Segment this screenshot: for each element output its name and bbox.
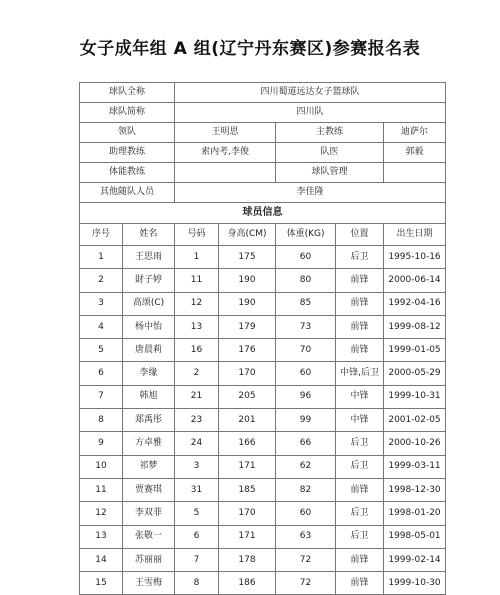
player-birthdate: 2000-05-29	[384, 362, 446, 385]
player-weight: 82	[276, 478, 336, 501]
column-header: 姓名	[123, 224, 175, 246]
column-header: 身高(CM)	[219, 224, 276, 246]
fitness-coach-label: 体能教练	[80, 163, 175, 183]
player-index: 11	[80, 478, 123, 501]
team-full-name-value: 四川蜀道远达女子篮球队	[175, 83, 446, 103]
player-birthdate: 2001-02-05	[384, 409, 446, 432]
players-header-row	[80, 224, 446, 246]
team-doctor-value: 郭毅	[384, 143, 446, 163]
player-position: 前锋	[336, 548, 384, 571]
player-index: 14	[80, 548, 123, 571]
players-table	[80, 224, 446, 246]
player-name: 祁梦	[123, 455, 175, 478]
player-index: 13	[80, 525, 123, 548]
player-name: 方卓雅	[123, 432, 175, 455]
column-header: 号码	[175, 224, 219, 246]
player-name: 韩旭	[123, 385, 175, 408]
player-index: 2	[80, 269, 123, 292]
fitness-coach-value	[175, 163, 276, 183]
player-index: 10	[80, 455, 123, 478]
player-number: 2	[175, 362, 219, 385]
table-row	[80, 269, 446, 292]
player-birthdate: 1999-10-31	[384, 385, 446, 408]
registration-table	[79, 82, 446, 595]
player-number: 13	[175, 315, 219, 338]
player-number: 31	[175, 478, 219, 501]
player-position: 前锋	[336, 292, 384, 315]
column-header: 序号	[80, 224, 123, 246]
player-number: 23	[175, 409, 219, 432]
other-staff-value: 李佳隆	[175, 183, 446, 203]
player-position: 后卫	[336, 432, 384, 455]
player-index: 4	[80, 315, 123, 338]
player-number: 7	[175, 548, 219, 571]
table-row	[80, 502, 446, 525]
player-index: 1	[80, 246, 123, 269]
leader-value: 王明思	[175, 123, 276, 143]
team-doctor-label: 队医	[276, 143, 384, 163]
player-number: 5	[175, 502, 219, 525]
player-name: 郑禹彤	[123, 409, 175, 432]
table-row	[80, 339, 446, 362]
player-birthdate: 1999-02-14	[384, 548, 446, 571]
player-name: 杨中怡	[123, 315, 175, 338]
player-height: 205	[219, 385, 276, 408]
player-position: 后卫	[336, 246, 384, 269]
player-weight: 70	[276, 339, 336, 362]
player-weight: 66	[276, 432, 336, 455]
player-name: 李双菲	[123, 502, 175, 525]
table-row	[80, 432, 446, 455]
player-number: 16	[175, 339, 219, 362]
player-index: 15	[80, 572, 123, 595]
player-number: 24	[175, 432, 219, 455]
player-position: 后卫	[336, 525, 384, 548]
table-row	[80, 548, 446, 571]
player-number: 12	[175, 292, 219, 315]
player-position: 前锋	[336, 339, 384, 362]
player-position: 后卫	[336, 502, 384, 525]
team-manager-label: 球队管理	[276, 163, 384, 183]
player-weight: 72	[276, 548, 336, 571]
column-header: 出生日期	[384, 224, 446, 246]
player-birthdate: 1999-01-05	[384, 339, 446, 362]
table-row	[80, 478, 446, 501]
player-birthdate: 1998-12-30	[384, 478, 446, 501]
player-index: 8	[80, 409, 123, 432]
player-weight: 63	[276, 525, 336, 548]
table-row	[80, 315, 446, 338]
player-birthdate: 2000-06-14	[384, 269, 446, 292]
player-number: 1	[175, 246, 219, 269]
player-height: 170	[219, 502, 276, 525]
player-number: 3	[175, 455, 219, 478]
player-index: 9	[80, 432, 123, 455]
table-row	[80, 572, 446, 595]
table-row	[80, 246, 446, 269]
player-position: 前锋	[336, 478, 384, 501]
player-index: 5	[80, 339, 123, 362]
player-height: 190	[219, 292, 276, 315]
player-number: 6	[175, 525, 219, 548]
head-coach-label: 主教练	[276, 123, 384, 143]
assistant-coach-label: 助理教练	[80, 143, 175, 163]
player-position: 前锋	[336, 572, 384, 595]
player-birthdate: 1995-10-16	[384, 246, 446, 269]
player-height: 185	[219, 478, 276, 501]
player-height: 176	[219, 339, 276, 362]
table-row	[80, 385, 446, 408]
player-name: 李缘	[123, 362, 175, 385]
player-position: 中锋	[336, 409, 384, 432]
player-birthdate: 2000-10-26	[384, 432, 446, 455]
table-row	[80, 525, 446, 548]
player-weight: 85	[276, 292, 336, 315]
player-weight: 60	[276, 246, 336, 269]
player-position: 前锋	[336, 315, 384, 338]
player-weight: 80	[276, 269, 336, 292]
other-staff-label: 其他随队人员	[80, 183, 175, 203]
player-name: 贾赛琪	[123, 478, 175, 501]
table-row	[80, 292, 446, 315]
team-manager-value	[384, 163, 446, 183]
player-name: 王雪梅	[123, 572, 175, 595]
team-full-name-label: 球队全称	[80, 83, 175, 103]
table-row	[80, 362, 446, 385]
player-birthdate: 1999-03-11	[384, 455, 446, 478]
column-header: 体重(KG)	[276, 224, 336, 246]
player-index: 6	[80, 362, 123, 385]
player-rows	[80, 246, 446, 595]
player-weight: 96	[276, 385, 336, 408]
head-coach-value: 迪萨尔	[384, 123, 446, 143]
player-name: 王思雨	[123, 246, 175, 269]
team-short-name-value: 四川队	[175, 103, 446, 123]
player-birthdate: 1999-10-30	[384, 572, 446, 595]
player-position: 后卫	[336, 455, 384, 478]
player-birthdate: 1998-05-01	[384, 525, 446, 548]
player-name: 苏丽丽	[123, 548, 175, 571]
player-height: 186	[219, 572, 276, 595]
player-weight: 72	[276, 572, 336, 595]
player-height: 179	[219, 315, 276, 338]
player-birthdate: 1992-04-16	[384, 292, 446, 315]
player-birthdate: 1998-01-20	[384, 502, 446, 525]
player-position: 中锋	[336, 385, 384, 408]
player-height: 175	[219, 246, 276, 269]
player-height: 190	[219, 269, 276, 292]
player-number: 11	[175, 269, 219, 292]
players-section-heading: 球员信息	[80, 203, 446, 224]
player-weight: 60	[276, 362, 336, 385]
player-index: 3	[80, 292, 123, 315]
player-name: 张敬一	[123, 525, 175, 548]
form-title: 女子成年组 A 组(辽宁丹东赛区)参赛报名表	[79, 39, 421, 59]
player-name: 高颂(C)	[123, 292, 175, 315]
player-number: 8	[175, 572, 219, 595]
player-height: 170	[219, 362, 276, 385]
column-header: 位置	[336, 224, 384, 246]
player-weight: 62	[276, 455, 336, 478]
player-index: 12	[80, 502, 123, 525]
table-row	[80, 455, 446, 478]
player-height: 171	[219, 455, 276, 478]
team-short-name-label: 球队简称	[80, 103, 175, 123]
player-weight: 99	[276, 409, 336, 432]
table-row	[80, 409, 446, 432]
player-height: 201	[219, 409, 276, 432]
player-number: 21	[175, 385, 219, 408]
player-position: 前锋	[336, 269, 384, 292]
player-name: 唐晨莉	[123, 339, 175, 362]
team-info-block	[80, 83, 446, 224]
player-weight: 73	[276, 315, 336, 338]
player-height: 178	[219, 548, 276, 571]
assistant-coach-value: 索内考,李俊	[175, 143, 276, 163]
player-birthdate: 1999-08-12	[384, 315, 446, 338]
player-position: 中锋,后卫	[336, 362, 384, 385]
player-name: 財子婷	[123, 269, 175, 292]
player-height: 171	[219, 525, 276, 548]
leader-label: 领队	[80, 123, 175, 143]
player-index: 7	[80, 385, 123, 408]
player-weight: 60	[276, 502, 336, 525]
player-height: 166	[219, 432, 276, 455]
